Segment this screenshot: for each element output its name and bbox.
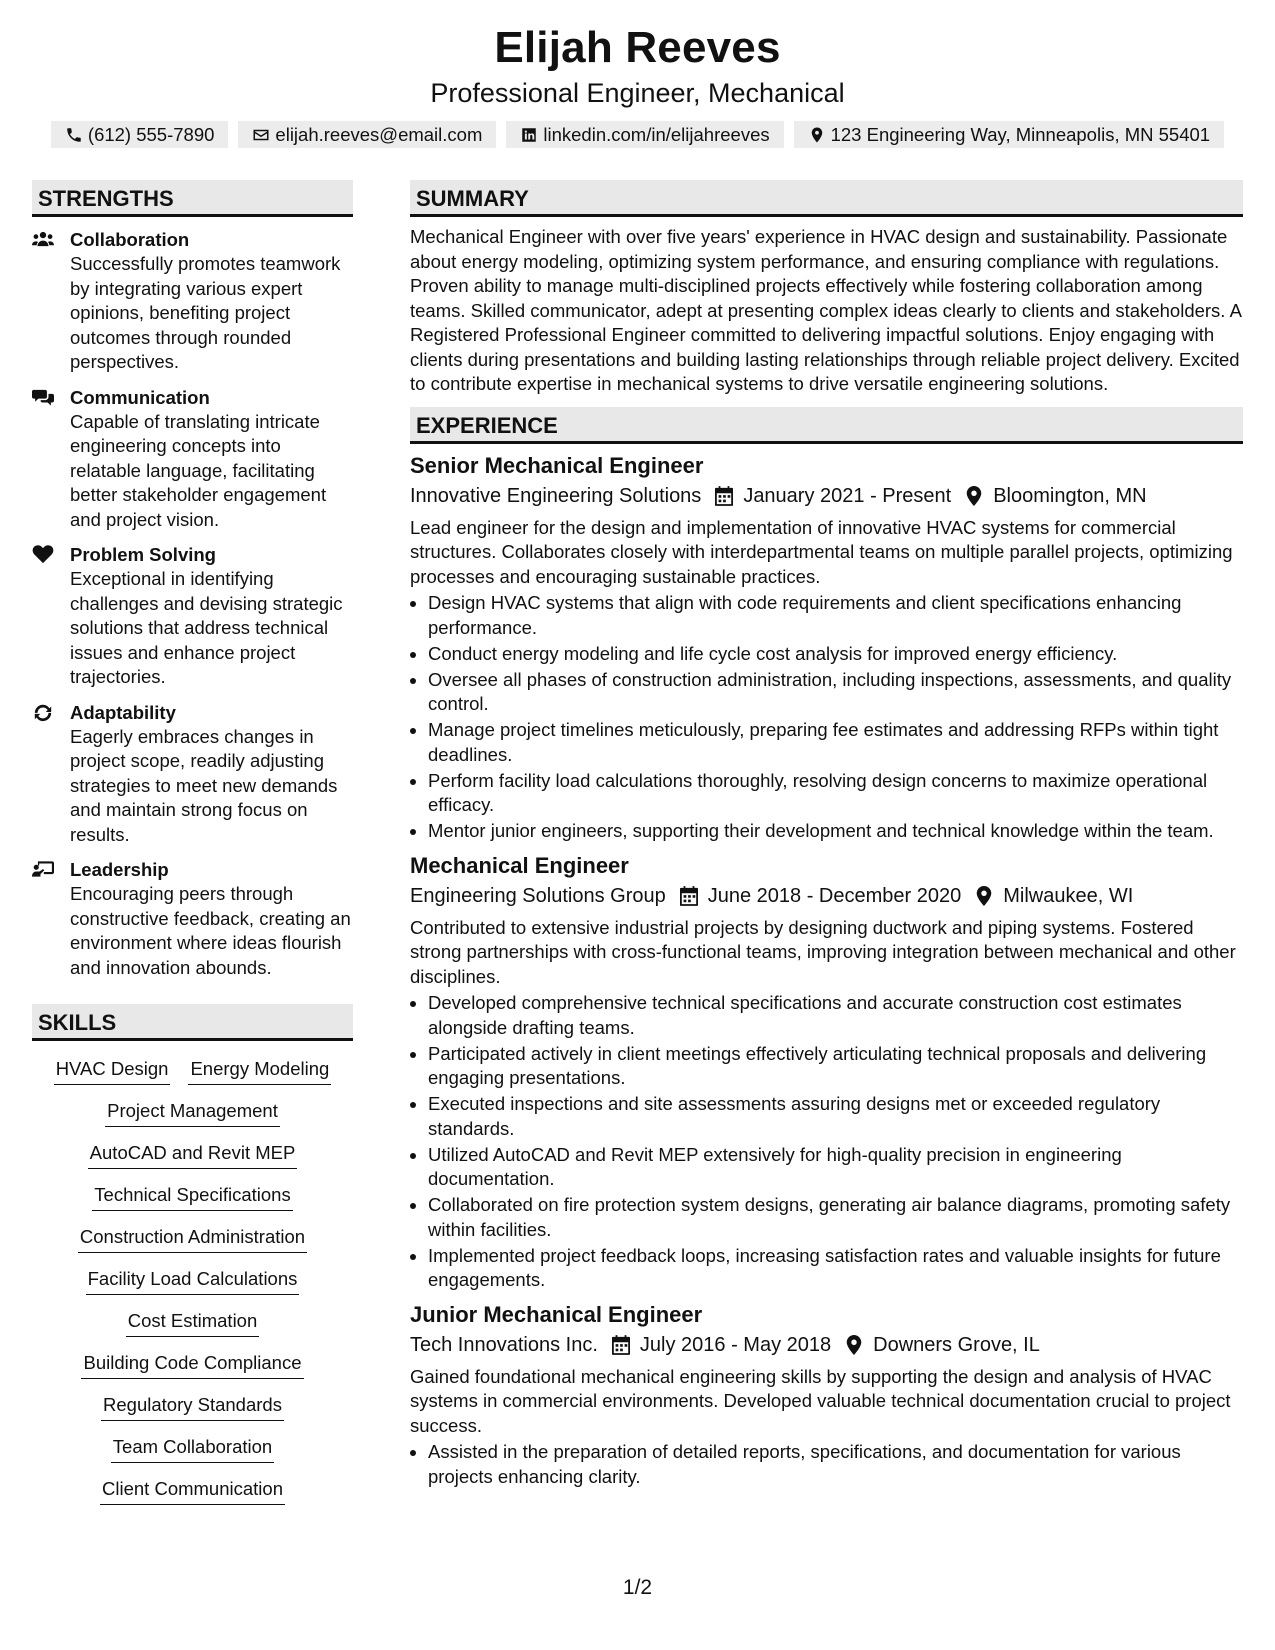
contact-address	[794, 121, 1224, 148]
skills-heading: SKILLS	[32, 1004, 353, 1041]
resume-header	[0, 0, 1275, 148]
location-pin-icon	[845, 1335, 863, 1355]
users-icon	[32, 229, 54, 249]
strength-item	[32, 542, 353, 690]
job-location: Downers Grove, IL	[873, 1333, 1040, 1356]
summary-heading: SUMMARY	[410, 180, 1243, 217]
list-item: • Design HVAC systems that align with code requirements and client specifications enhancing performance.	[428, 591, 1243, 640]
skill-tag: Cost Estimation	[126, 1309, 260, 1337]
skill-tag: AutoCAD and Revit MEP	[88, 1141, 298, 1169]
job-dates: July 2016 - May 2018	[639, 1333, 832, 1356]
heart-icon	[32, 544, 54, 564]
email-icon	[252, 126, 270, 144]
skill-tag: Team Collaboration	[111, 1435, 274, 1463]
strength-title: Communication	[70, 386, 210, 408]
job-entry	[410, 452, 1243, 844]
job-company: Tech Innovations Inc.	[410, 1333, 598, 1356]
job-meta	[410, 882, 1243, 910]
strength-item	[32, 700, 353, 848]
list-item: • Conduct energy modeling and life cycle cost analysis for improved energy efficiency.	[428, 642, 1243, 667]
location-pin-icon	[965, 486, 983, 506]
page-number: 1/2	[622, 1576, 653, 1599]
strength-desc: Capable of translating intricate engineering concepts into relatable language, facilitating better stakeholder engagement and project vision.	[70, 410, 327, 530]
summary-text: Mechanical Engineer with over five years' experience in HVAC design and sustainability. Passionate about energy modeling, optimizing system performance, and ensuring compliance with regulations. Proven ability to manage multi-disciplined projects effectively while fostering collaboration among teams. Skilled communicator, adept at presenting complex ideas clearly to clients and stakeholders. A Registered Professional Engineer committed to delivering impactful solutions. Enjoy engaging with clients during presentations and building lasting relationships through reliable project delivery. Excited to contribute expertise in mechanical systems to drive versatile engineering solutions.	[410, 226, 1241, 394]
skill-tag: Project Management	[105, 1099, 280, 1127]
skill-tag: Building Code Compliance	[81, 1351, 303, 1379]
contact-email-text: elijah.reeves@email.com	[275, 123, 483, 145]
presenter-icon	[32, 859, 54, 879]
contact-phone-text: (612) 555-7890	[87, 123, 215, 145]
candidate-title: Professional Engineer, Mechanical	[430, 78, 845, 108]
strength-item	[32, 857, 353, 980]
skill-tag: Facility Load Calculations	[86, 1267, 300, 1295]
job-title: Senior Mechanical Engineer	[410, 452, 704, 478]
phone-icon	[65, 126, 83, 144]
comments-icon	[32, 387, 54, 407]
job-company: Innovative Engineering Solutions	[410, 484, 702, 507]
contact-bar	[0, 121, 1275, 148]
experience-heading: EXPERIENCE	[410, 407, 1243, 444]
strength-title: Leadership	[70, 859, 169, 880]
contact-phone[interactable]	[51, 121, 229, 148]
strength-title: Problem Solving	[70, 544, 216, 565]
job-description: Contributed to extensive industrial projects by designing ductwork and piping systems. Fostered strong partnerships with cross-functional teams, improving integration between mechanical and other disciplines.	[410, 916, 1236, 987]
contact-address-text: 123 Engineering Way, Minneapolis, MN 55401	[830, 123, 1211, 145]
contact-linkedin-text: linkedin.com/in/elijahreeves	[543, 123, 770, 145]
location-pin-icon	[808, 126, 826, 144]
contact-linkedin[interactable]	[506, 121, 783, 148]
skill-tag: Client Communication	[100, 1477, 285, 1505]
left-column	[32, 180, 353, 1505]
list-item: • Utilized AutoCAD and Revit MEP extensively for high-quality precision in engineering documentation.	[428, 1143, 1243, 1192]
skills-list	[32, 1057, 353, 1505]
job-location: Milwaukee, WI	[1003, 884, 1134, 907]
list-item: • Mentor junior engineers, supporting their development and technical knowledge within the team.	[428, 819, 1243, 844]
location-pin-icon	[975, 886, 993, 906]
skill-tag: Energy Modeling	[188, 1057, 331, 1085]
list-item: • Assisted in the preparation of detailed reports, specifications, and documentation for various projects enhancing clarity.	[428, 1440, 1243, 1489]
strength-item	[32, 385, 353, 533]
strength-desc: Encouraging peers through constructive feedback, creating an environment where ideas flourish and innovation abounds.	[70, 883, 351, 978]
skill-tag: HVAC Design	[54, 1057, 171, 1085]
list-item: • Collaborated on fire protection system designs, generating air balance diagrams, promoting safety within facilities.	[428, 1193, 1243, 1242]
job-dates: January 2021 - Present	[743, 484, 952, 507]
job-entry	[410, 1301, 1243, 1490]
job-meta	[410, 482, 1243, 510]
skill-tag: Technical Specifications	[92, 1183, 292, 1211]
list-item: • Perform facility load calculations thoroughly, resolving design concerns to maximize operational efficacy.	[428, 769, 1243, 818]
job-bullets	[410, 591, 1243, 844]
job-entry	[410, 852, 1243, 1293]
job-location: Bloomington, MN	[993, 484, 1147, 507]
list-item: • Implemented project feedback loops, increasing satisfaction rates and valuable insights for future engagements.	[428, 1244, 1243, 1293]
strength-desc: Exceptional in identifying challenges and devising strategic solutions that address technical issues and enhance project trajectories.	[70, 568, 343, 687]
contact-email[interactable]	[238, 121, 496, 148]
job-bullets	[410, 991, 1243, 1293]
candidate-name: Elijah Reeves	[494, 23, 781, 72]
job-description: Gained foundational mechanical engineering skills by supporting the design and analysis of HVAC systems in commercial environments. Developed valuable technical documentation crucial to project success.	[410, 1365, 1231, 1436]
job-bullets	[410, 1440, 1243, 1489]
skill-tag: Construction Administration	[78, 1225, 307, 1253]
job-dates: June 2018 - December 2020	[707, 884, 962, 907]
strength-desc: Successfully promotes teamwork by integrating various expert opinions, benefiting project outcomes through rounded perspectives.	[70, 253, 341, 372]
job-company: Engineering Solutions Group	[410, 884, 666, 907]
calendar-icon	[612, 1335, 630, 1355]
linkedin-icon	[520, 126, 538, 144]
list-item: • Executed inspections and site assessments assuring designs met or exceeded regulatory standards.	[428, 1092, 1243, 1141]
calendar-icon	[680, 886, 698, 906]
job-description: Lead engineer for the design and implementation of innovative HVAC systems for commercial structures. Collaborates closely with interdepartmental teams on multiple parallel projects, optimizing processes and encouraging sustainable practices.	[410, 516, 1233, 587]
list-item: • Developed comprehensive technical specifications and accurate construction cost estimates alongside drafting teams.	[428, 991, 1243, 1040]
strength-title: Adaptability	[70, 701, 176, 723]
strength-title: Collaboration	[70, 229, 190, 250]
skill-tag: Regulatory Standards	[101, 1393, 284, 1421]
job-title: Junior Mechanical Engineer	[410, 1301, 703, 1327]
calendar-icon	[715, 486, 733, 506]
list-item: • Manage project timelines meticulously, preparing fee estimates and addressing RFPs within tight deadlines.	[428, 718, 1243, 767]
strength-desc: Eagerly embraces changes in project scope, readily adjusting strategies to meet new demands and maintain strong focus on results.	[70, 725, 338, 845]
strength-item	[32, 227, 353, 375]
job-title: Mechanical Engineer	[410, 852, 629, 878]
job-meta	[410, 1331, 1243, 1359]
refresh-icon	[32, 702, 54, 722]
list-item: • Oversee all phases of construction administration, including inspections, assessments, and quality control.	[428, 668, 1243, 717]
right-column	[410, 180, 1243, 1491]
list-item: • Participated actively in client meetings effectively articulating technical proposals and delivering engaging presentations.	[428, 1042, 1243, 1091]
strengths-heading: STRENGTHS	[32, 180, 353, 217]
